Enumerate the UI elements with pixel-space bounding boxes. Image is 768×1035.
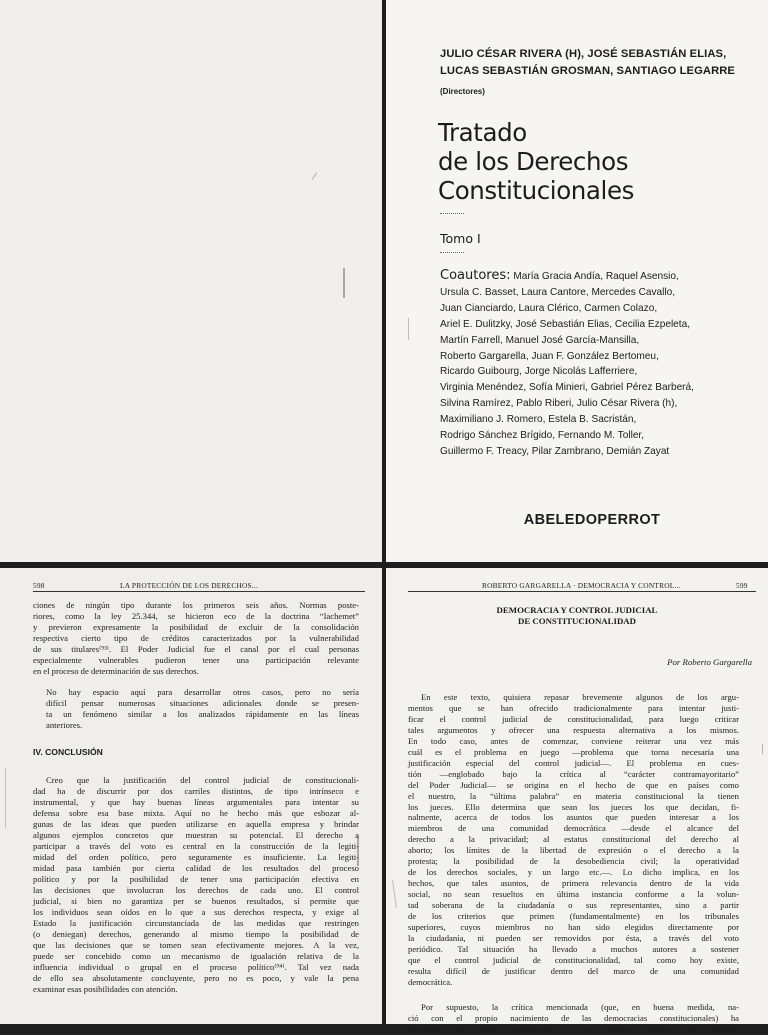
author-line: LUCAS SEBASTIÁN GROSMAN, SANTIAGO LEGARRE	[440, 65, 735, 77]
coauthor-line: Juan Cianciardo, Laura Clérico, Carmen Colazo,	[440, 302, 658, 314]
page-598	[0, 568, 382, 1024]
paragraph: Creo que la justificación del control judicial de constitucionali- dad ha de discurrir por dos carriles distintos, de tipo intrínseco e instrumental, y que hay buenas líneas argumentales para intentar su defensa sobre esa base mixta. Aquí no he hecho más que esbozar al- gunas de las ideas que pueden utilizarse en aquella empresa y brindar algunos ejemplos concretos que muestran su potencial. El derecho a participar a través del voto es central en la construcción de la legiti- midad del orden político, pero seguramente es insuficiente. La legiti- midad pasa también por cierta calidad de los resultados del proceso político y por la posibilidad de tener una participación efectiva en las decisiones que involucran los derechos de cada uno. El control judicial, si bien no garantiza per se buenos resultados, sí permite que los individuos sean oídos en lo que a sus derechos respecta, y exige al Estado la justificación circunstanciada de las medidas que restringen (o deniegan) derechos, generando al mismo tiempo la posibilidad de que las decisiones que se tomen sean efectivamente mejores. A la vez, puede ser concebido como un mecanismo de igualación relativa de la influencia individual o grupal en el proceso político⁽⁹⁴⁾. Tal vez nada de ello sea absolutamente concluyente, pero no es poco, y vale la pena examinar esas posibilidades con atención.	[33, 775, 359, 994]
coauthors-label: Coautores:	[440, 268, 511, 283]
coauthor-line: Guillermo F. Treacy, Pilar Zambrano, Demián Zayat	[440, 445, 670, 457]
body-text	[33, 600, 359, 995]
scan-mark	[408, 318, 409, 340]
section-heading: IV. CONCLUSIÓN	[33, 747, 103, 758]
coauthor-line: Martín Farrell, Manuel José García-Mansilla,	[440, 334, 640, 346]
coauthor-line: Rodrigo Sánchez Brígido, Fernando M. Toller,	[440, 430, 645, 442]
scan-mark	[343, 268, 345, 298]
article-title	[386, 605, 768, 627]
title-line: de los Derechos	[438, 147, 629, 176]
coauthor-line: Maximiliano J. Romero, Estela B. Sacristán,	[440, 414, 637, 426]
page-599	[386, 568, 768, 1034]
author-line: JULIO CÉSAR RIVERA (H), JOSÉ SEBASTIÁN ELIAS,	[440, 48, 727, 60]
article-title-line: DE CONSTITUCIONALIDAD	[517, 616, 637, 626]
coauthor-line: María Gracia Andía, Raquel Asensio,	[513, 271, 679, 282]
coauthor-line: Ariel E. Dulitzky, José Sebastián Elias, Cecilia Ezpeleta,	[440, 318, 691, 330]
running-head: LA PROTECCIÓN DE LOS DERECHOS...	[120, 581, 259, 590]
directors-names	[440, 46, 760, 80]
coauthor-line: Ursula C. Basset, Laura Cantore, Mercedes Cavallo,	[440, 286, 676, 298]
title-line: Tratado	[438, 118, 527, 147]
running-head: ROBERTO GARGARELLA · DEMOCRACIA Y CONTROL...	[482, 581, 681, 590]
coauthor-line: Virginia Menéndez, Sofía Minieri, Gabriel Pérez Barberá,	[440, 382, 694, 394]
paragraph: ciones de ningún tipo durante los primeros seis años. Normas poste- riores, como la ley 25.344, se hicieron eco de la doctrina “Iachemet” y previeron expresamente la posibilidad de excluir de la consolidación respectiva cierto tipo de créditos caracterizados por la vulnerabilidad de sus titulares⁽⁹³⁾. El Poder Judicial fue el canal por el cual personas especialmente vulnerables pudieron tener una participación relevante en el proceso de determinación de sus derechos.	[33, 600, 359, 676]
header-rule	[33, 591, 365, 592]
byline: Por Roberto Gargarella	[667, 657, 752, 667]
scan-mark	[392, 880, 397, 908]
publisher-name: ABELEDOPERROT	[523, 512, 661, 528]
page-number: 599	[736, 581, 748, 590]
scan-mark	[762, 744, 763, 754]
paragraph: Por supuesto, la crítica mencionada (que, en buena medida, na- ció con el propio nacimiento de las democracias constitucionales) ha generado una fuerte resistencia en el ámbito jurídico: son muchos	[408, 1001, 739, 1034]
article-title-line: DEMOCRACIA Y CONTROL JUDICIAL	[496, 605, 658, 615]
book-title	[438, 118, 758, 205]
body-text	[408, 692, 739, 1035]
page-number: 598	[33, 581, 45, 590]
title-line: Constitucionales	[438, 176, 634, 205]
scan-mark	[5, 768, 6, 828]
scan-mark	[357, 836, 359, 866]
coauthors-list	[440, 268, 762, 460]
paragraph: No hay espacio aquí para desarrollar otros casos, pero no sería difícil pensar numerosas situaciones adicionales donde se presen- ta un fenómeno similar a los analizados rápidamente en las líneas anteriores.	[46, 686, 359, 730]
scan-mark	[312, 172, 317, 179]
header-rule	[408, 591, 756, 592]
coauthor-line: Silvina Ramírez, Pablo Riberi, Julio César Rivera (h),	[440, 398, 678, 410]
blank-facing-page	[0, 0, 382, 562]
paragraph: En este texto, quisiera repasar brevemente algunos de los argu- mentos que se han ofrecido tradicionalmente para intentar justi- ficar el control judicial de constitucionalidad, para luego criticar tales argumentos y ofrecer una respuesta alternativa a los mismos. En todo caso, antes de comenzar, conviene reiterar una vez más cuál es el problema en juego —problema que torna necesaria una justificación especial del control judicial—. El problema en cues- tión —englobado bajo la crítica al “carácter contramayoritario” del Poder Judicial— se origina en el hecho de que en países como el nuestro, la “última palabra” en materia constitucional la tienen los jueces. Ello determina que sean los jueces los que decidan, fi- nalmente, acerca de todos los asuntos que pueden interesar a los miembros de una comunidad democrática —desde el alcance del derecho a la privacidad; al estatus constitucional del derecho al aborto; los límites de la libertad de expresión o el derecho a la protesta; la posibilidad de la desobediencia civil; la operatividad de los derechos sociales, y un largo etc.—. Lo dicho implica, en los hechos, que tales asuntos, de primera relevancia dentro de la vida social, no sean resueltos en última instancia conforme a la volun- tad soberana de la ciudadanía o sus representantes, sino a partir de los criterios que primen (fundamentalmente) en los tribunales superiores, cuyos miembros no han sido elegidos directamente por la ciudadanía, ni pueden ser removidos por ésta, a través del voto periódico. Tal situación ha llevado a muchos autores a sostener que el control judicial de constitucionalidad, tal como hoy existe, resulta difícil de justificar dentro del marco de una comunidad democrática.	[408, 692, 739, 987]
title-page	[386, 0, 768, 562]
coauthor-line: Roberto Gargarella, Juan F. González Bertomeu,	[440, 350, 659, 362]
volume-label: Tomo I	[440, 231, 481, 246]
directors-label: (Directores)	[440, 87, 485, 96]
title-dotted-rule	[440, 213, 464, 214]
coauthor-line: Ricardo Guibourg, Jorge Nicolás Lafferriere,	[440, 366, 638, 378]
volume-dotted-rule	[440, 252, 464, 253]
